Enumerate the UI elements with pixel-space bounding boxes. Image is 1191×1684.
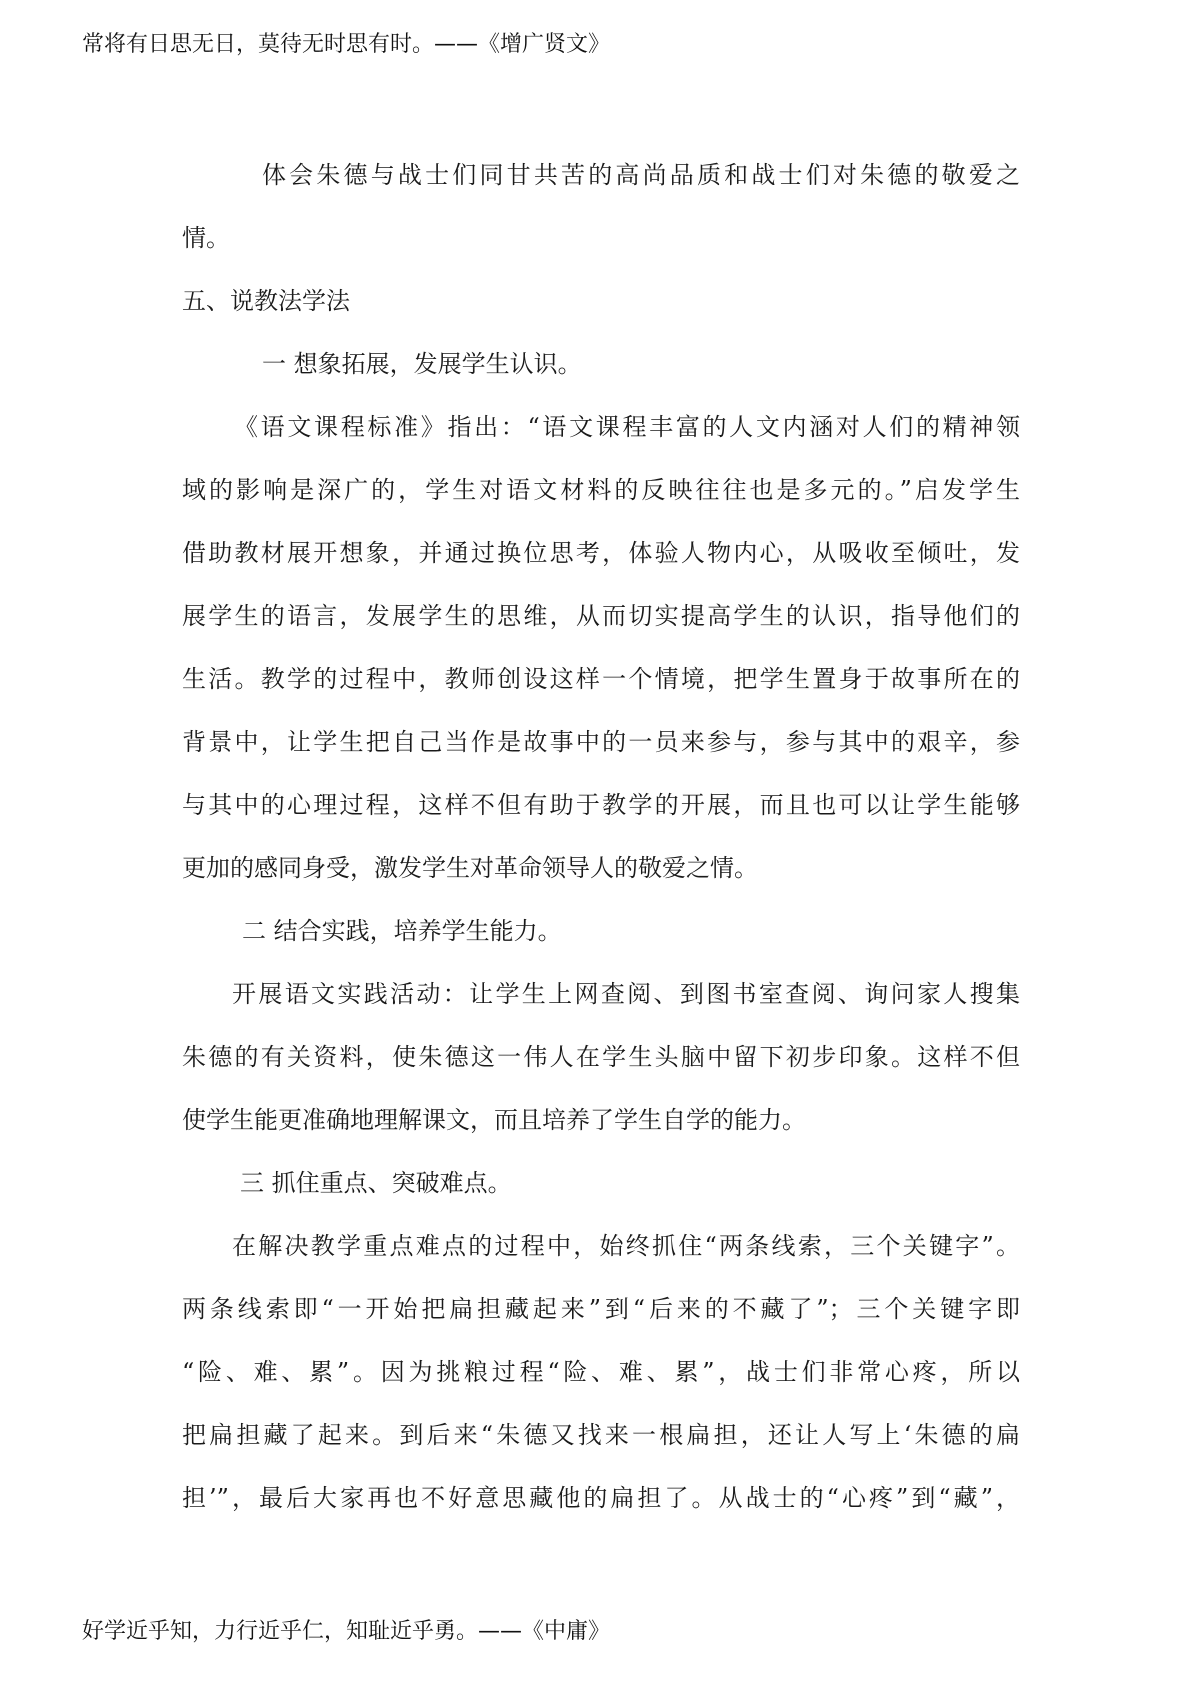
footer-quote: 好学近乎知，力行近乎仁，知耻近乎勇。——《中庸》	[82, 1619, 611, 1644]
paragraph-line: 使学生能更准确地理解课文，而且培养了学生自学的能力。	[182, 1106, 806, 1134]
paragraph-line: 背景中，让学生把自己当作是故事中的一员来参与，参与其中的艰辛，参	[182, 728, 1020, 756]
paragraph-line: 域的影响是深广的，学生对语文材料的反映往往也是多元的。”启发学生	[182, 476, 1020, 504]
subsection-heading: 一 想象拓展，发展学生认识。	[262, 350, 582, 378]
paragraph-line: 情。	[182, 224, 230, 252]
header-quote: 常将有日思无日，莫待无时思有时。——《增广贤文》	[82, 32, 611, 57]
paragraph-line: 展学生的语言，发展学生的思维，从而切实提高学生的认识，指导他们的	[182, 602, 1020, 630]
paragraph-line: 开展语文实践活动：让学生上网查阅、到图书室查阅、询问家人搜集	[232, 980, 1020, 1008]
paragraph-line: 在解决教学重点难点的过程中，始终抓住“两条线索，三个关键字”。	[232, 1232, 1020, 1260]
paragraph-line: 更加的感同身受，激发学生对革命领导人的敬爱之情。	[182, 854, 758, 882]
paragraph-line: 生活。教学的过程中，教师创设这样一个情境，把学生置身于故事所在的	[182, 665, 1020, 693]
document-body	[182, 155, 1020, 1541]
subsection-heading: 三 抓住重点、突破难点。	[240, 1169, 512, 1197]
paragraph-line: 朱德的有关资料，使朱德这一伟人在学生头脑中留下初步印象。这样不但	[182, 1043, 1020, 1071]
paragraph-line: 把扁担藏了起来。到后来“朱德又找来一根扁担，还让人写上‘朱德的扁	[182, 1421, 1020, 1449]
paragraph-line: 体会朱德与战士们同甘共苦的高尚品质和战士们对朱德的敬爱之	[262, 161, 1020, 189]
paragraph-line: 与其中的心理过程，这样不但有助于教学的开展，而且也可以让学生能够	[182, 791, 1020, 819]
paragraph-line: 担’”，最后大家再也不好意思藏他的扁担了。从战士的“心疼”到“藏”，	[182, 1484, 1020, 1512]
subsection-heading: 二 结合实践，培养学生能力。	[242, 917, 562, 945]
section-heading: 五、说教法学法	[182, 287, 350, 315]
paragraph-line: 《语文课程标准》指出：“语文课程丰富的人文内涵对人们的精神领	[234, 413, 1020, 441]
paragraph-line: 借助教材展开想象，并通过换位思考，体验人物内心，从吸收至倾吐，发	[182, 539, 1020, 567]
paragraph-line: “险、难、累”。因为挑粮过程“险、难、累”，战士们非常心疼，所以	[182, 1358, 1020, 1386]
paragraph-line: 两条线索即“一开始把扁担藏起来”到“后来的不藏了”；三个关键字即	[182, 1295, 1020, 1323]
